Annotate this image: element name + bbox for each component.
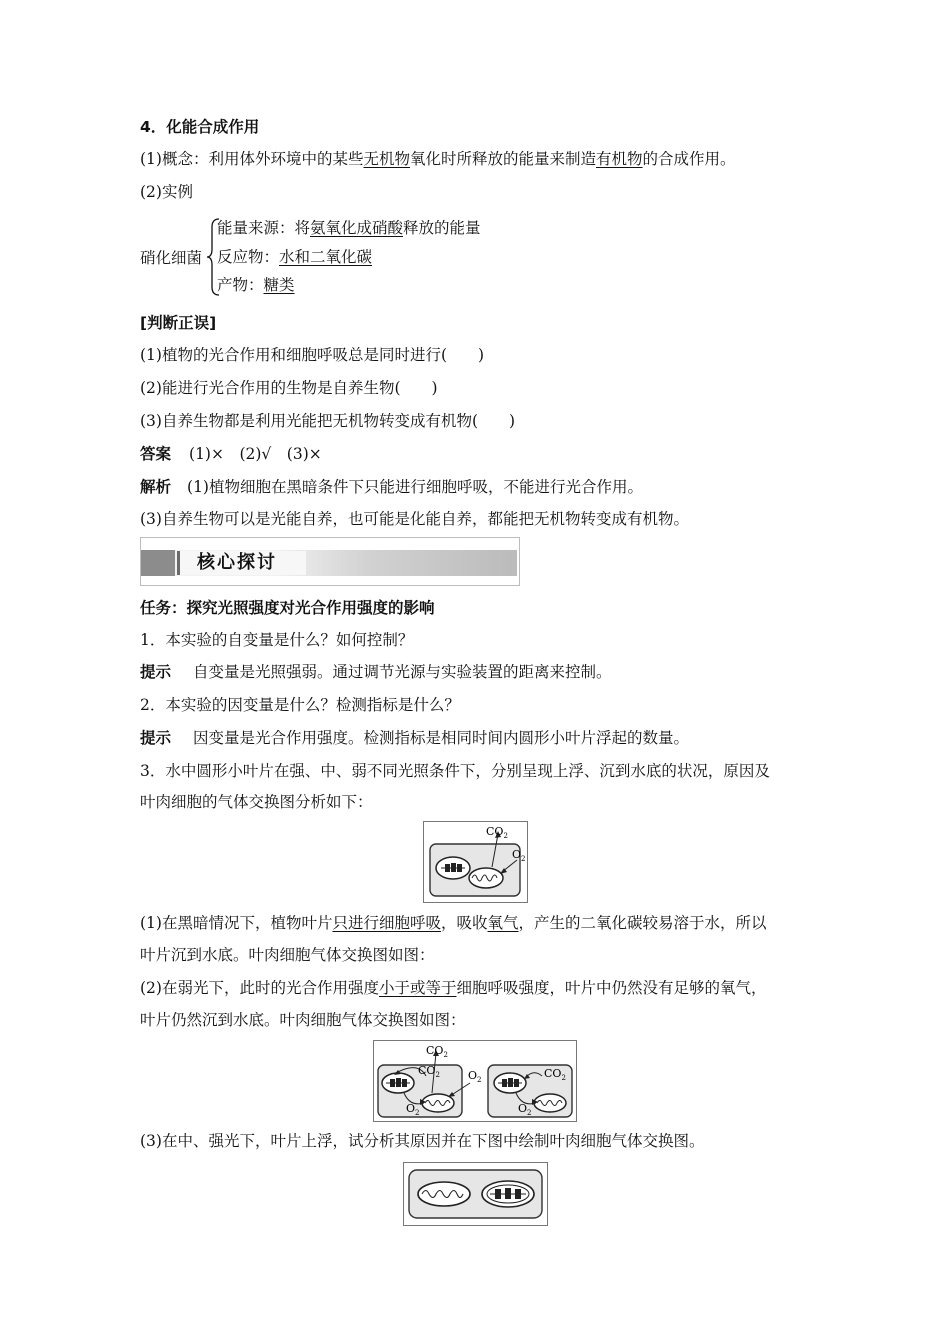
- svg-text:O2: [468, 1069, 482, 1084]
- reactant-underlined: 水和二氧化碳: [279, 248, 373, 266]
- chloroplast-icon: [436, 857, 470, 879]
- concept-underlined-2: 有机物: [596, 150, 643, 168]
- section-heading: 4．化能合成作用: [140, 118, 260, 136]
- concept-underlined-1: 无机物: [363, 150, 410, 168]
- co2-subscript: 2: [443, 1051, 448, 1059]
- p2-b: 细胞呼吸强度，叶片中仍然没有足够的氧气，: [456, 979, 767, 997]
- hint-text-2: 因变量是光合作用强度。检测指标是相同时间内圆形小叶片浮起的数量。: [193, 729, 690, 747]
- answer-line: [140, 443, 322, 465]
- cell-diagram-blank: [404, 1163, 547, 1225]
- energy-underlined: 氨氧化成硝酸: [310, 219, 404, 237]
- task-question-3-line-2: 叶肉细胞的气体交换图分析如下：: [140, 793, 373, 811]
- energy-prefix: 能量来源：将: [217, 219, 311, 237]
- o2-subscript: 2: [477, 1076, 482, 1084]
- judge-heading: [140, 312, 216, 334]
- o2-subscript: 2: [415, 1109, 420, 1117]
- energy-suffix: 释放的能量: [403, 219, 481, 237]
- product-prefix: 产物：: [217, 276, 264, 294]
- mitochondrion-icon: [469, 868, 503, 888]
- analysis-line-1: [140, 476, 643, 498]
- judge-bracket-close: ]: [209, 314, 217, 332]
- reactant-line: [217, 246, 372, 268]
- analysis-label: 解析: [140, 478, 172, 496]
- hint-text-1: 自变量是光照强弱。通过调节光源与实验装置的距离来控制。: [193, 663, 612, 681]
- task-question-2: 2．本实验的因变量是什么？检测指标是什么？: [140, 696, 460, 714]
- co2-label: CO: [486, 825, 504, 838]
- task-heading: 任务：探究光照强度对光合作用强度的影响: [140, 599, 435, 617]
- p1-u2: 氧气: [487, 914, 519, 932]
- product-line: [217, 274, 295, 296]
- answer-text: (1)× (2)√ (3)×: [189, 445, 322, 463]
- chloroplast-icon: [482, 1181, 534, 1207]
- p1-u1: 只进行细胞呼吸: [332, 914, 441, 932]
- o2-label: O: [512, 848, 522, 861]
- product-underlined: 糖类: [263, 276, 295, 294]
- judge-question-2: (2)能进行光合作用的生物是自养生物( ): [140, 379, 438, 397]
- mitochondrion-icon: [418, 1182, 470, 1206]
- hint-label-1: 提示: [140, 663, 172, 681]
- analysis-text-1: (1)植物细胞在黑暗条件下只能进行细胞呼吸，不能进行光合作用。: [187, 478, 643, 496]
- co2-label: CO: [426, 1044, 444, 1057]
- answer-label: 答案: [140, 445, 172, 463]
- p2-a: (2)在弱光下，此时的光合作用强度: [140, 979, 379, 997]
- figure-darkness: [423, 821, 528, 903]
- svg-text:CO2: [486, 825, 508, 840]
- p1-a: (1)在黑暗情况下，植物叶片: [140, 914, 333, 932]
- example-label: (2)实例: [140, 183, 193, 201]
- o2-subscript: 2: [521, 855, 526, 863]
- judge-question-3: (3)自养生物都是利用光能把无机物转变成有机物( ): [140, 412, 516, 430]
- banner-label: 核心探讨: [197, 552, 277, 573]
- concept-prefix: (1)概念：利用体外环境中的某些: [140, 150, 364, 168]
- task-question-3-line-1: 3．水中圆形小叶片在强、中、弱不同光照条件下，分别呈现上浮、沉到水底的状况，原因及: [140, 762, 770, 780]
- svg-text:CO2: [426, 1044, 448, 1059]
- svg-text:O2: [512, 848, 526, 863]
- reactant-prefix: 反应物：: [217, 248, 280, 266]
- para-2-line-2: 叶片仍然沉到水底。叶肉细胞气体交换图如图：: [140, 1011, 466, 1029]
- para-3: (3)在中、强光下，叶片上浮，试分析其原因并在下图中绘制叶肉细胞气体交换图。: [140, 1132, 705, 1150]
- co2-subscript: 2: [435, 1071, 440, 1079]
- chloroplast-icon: [382, 1073, 414, 1093]
- o2-subscript: 2: [527, 1109, 532, 1117]
- judge-heading-text: 判断正误: [147, 314, 210, 332]
- organism-label: 硝化细菌: [140, 249, 203, 267]
- concept-suffix: 的合成作用。: [642, 150, 736, 168]
- task-question-1: 1．本实验的自变量是什么？如何控制？: [140, 631, 414, 649]
- co2-label-inner: CO: [418, 1064, 436, 1077]
- para-1-line-2: 叶片沉到水底。叶肉细胞气体交换图如图：: [140, 946, 435, 964]
- concept-line: [140, 148, 736, 170]
- co2-subscript: 2: [503, 832, 508, 840]
- co2-subscript: 2: [561, 1074, 566, 1082]
- hint-line-2: [140, 727, 689, 749]
- o2-label: O: [468, 1069, 478, 1082]
- mitochondrion-icon: [534, 1094, 566, 1112]
- para-1-line-1: [140, 912, 767, 934]
- figure-weak-light: [373, 1040, 577, 1122]
- p1-c: ，产生的二氧化碳较易溶于水，所以: [518, 914, 767, 932]
- cell-diagram-darkness: [424, 822, 527, 902]
- o2-label-inner: O: [406, 1102, 416, 1115]
- energy-source-line: [217, 217, 481, 239]
- section-banner: [140, 537, 520, 586]
- hint-label-2: 提示: [140, 729, 172, 747]
- judge-bracket-open: [: [140, 314, 148, 332]
- analysis-line-2: (3)自养生物可以是光能自养，也可能是化能自养，都能把无机物转变成有机物。: [140, 510, 689, 528]
- hint-line-1: [140, 661, 612, 683]
- cell-diagram-weak-light: [374, 1041, 576, 1121]
- judge-question-1: (1)植物的光合作用和细胞呼吸总是同时进行( ): [140, 346, 485, 364]
- o2-label-inner: O: [518, 1102, 528, 1115]
- p2-u: 小于或等于: [378, 979, 457, 997]
- co2-label-inner: CO: [544, 1067, 562, 1080]
- figure-drawing-blank: [403, 1162, 548, 1226]
- concept-mid: 氧化时所释放的能量来制造: [409, 150, 596, 168]
- p1-b: ，吸收: [440, 914, 488, 932]
- para-2-line-1: [140, 977, 767, 999]
- chloroplast-icon: [494, 1073, 526, 1093]
